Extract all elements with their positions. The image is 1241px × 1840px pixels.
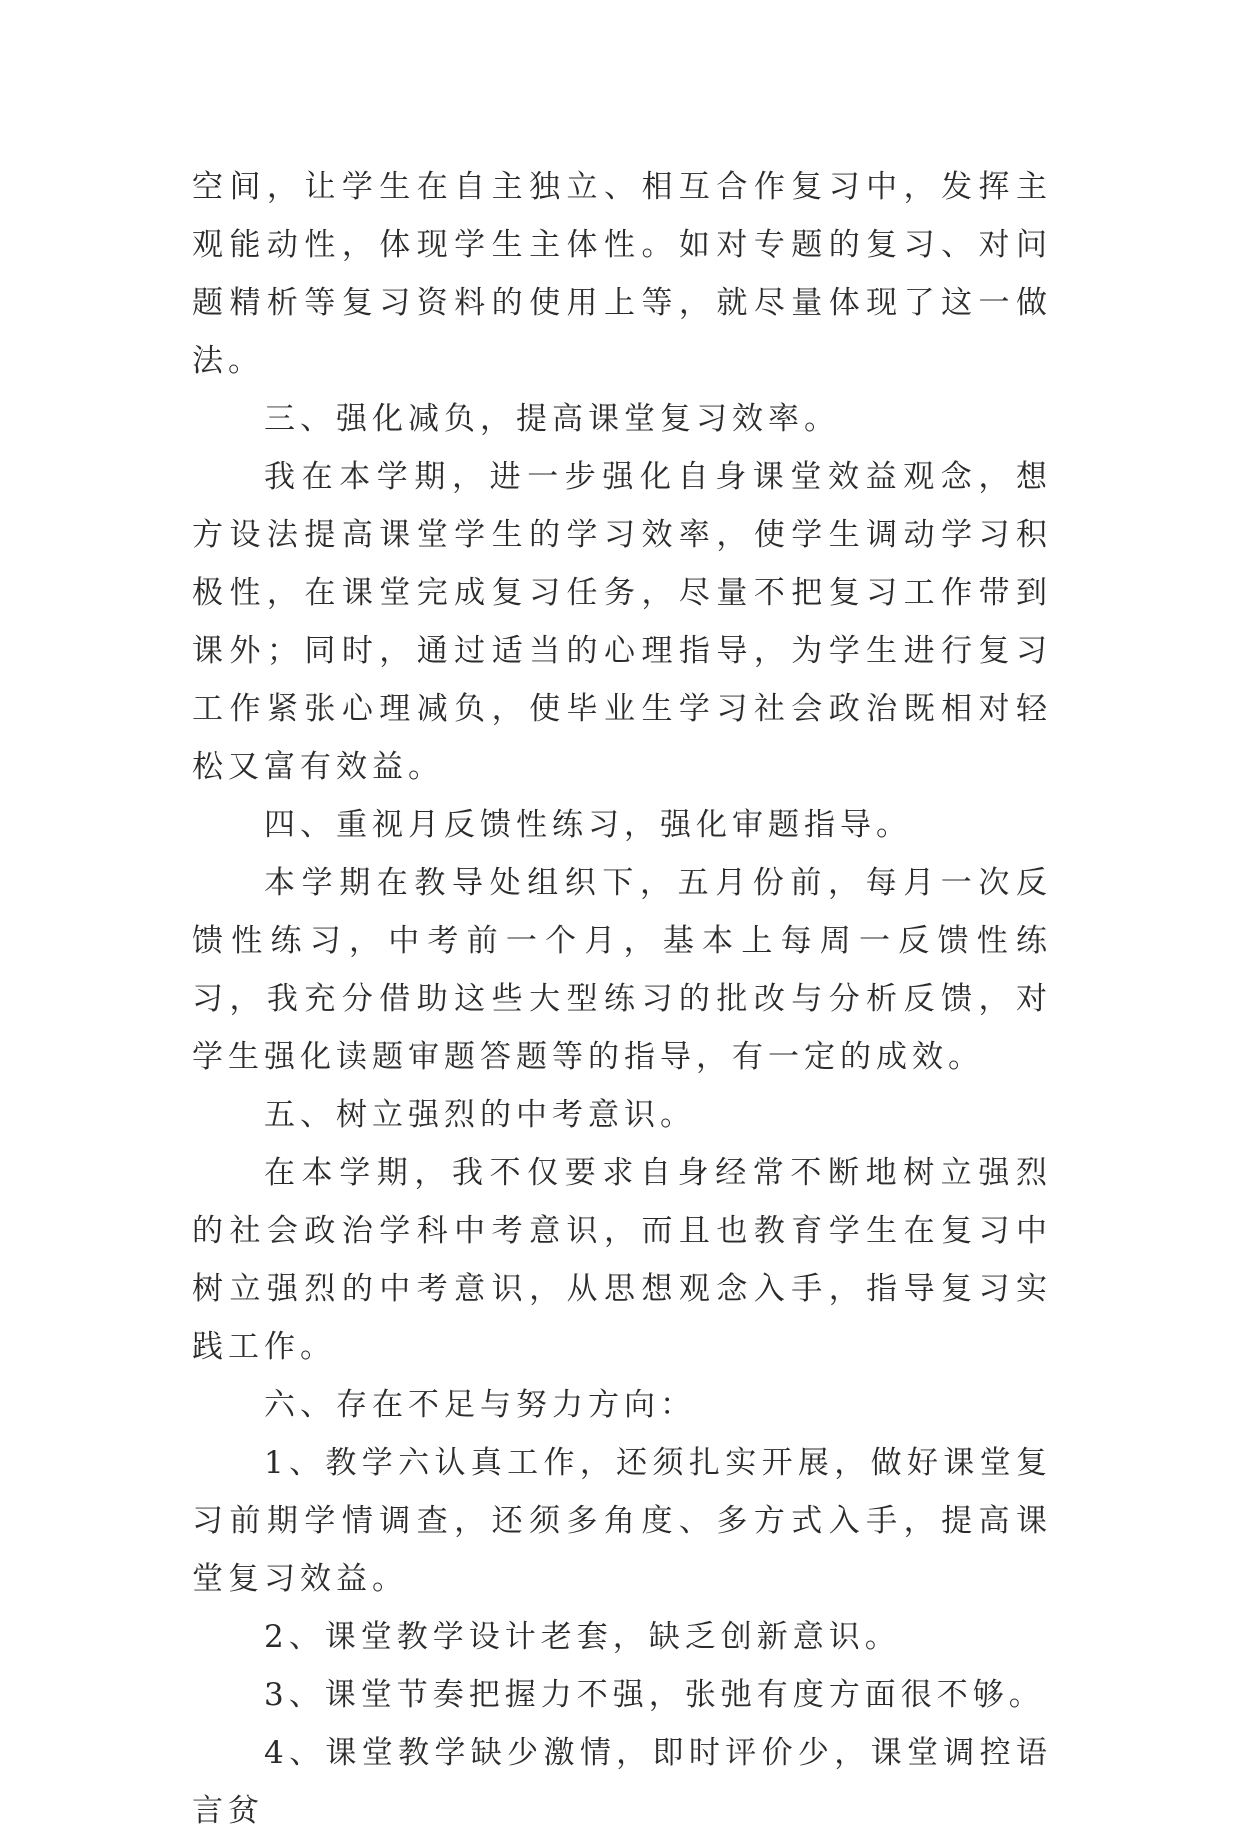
section-heading-6: 六、存在不足与努力方向： [264,1387,696,1423]
section-heading-5: 五、树立强烈的中考意识。 [264,1097,696,1133]
paragraph-section-5: 在本学期，我不仅要求自身经常不断地树立强烈的社会政治学科中考意识，而且也教育学生在复习中树立强烈的中考意识，从思想观念入手，指导复习实践工作。 [192,1155,1052,1365]
section-heading-3: 三、强化减负，提高课堂复习效率。 [264,401,840,437]
section-heading-4: 四、重视月反馈性练习，强化审题指导。 [264,807,912,843]
paragraph-continuation: 空间，让学生在自主独立、相互合作复习中，发挥主观能动性，体现学生主体性。如对专题的复习、对问题精析等复习资料的使用上等，就尽量体现了这一做法。 [192,169,1052,379]
document-body [192,158,1052,1840]
list-item-3: 3、课堂节奏把握力不强，张弛有度方面很不够。 [264,1677,1045,1713]
paragraph-section-3: 我在本学期，进一步强化自身课堂效益观念，想方设法提高课堂学生的学习效率，使学生调动学习积极性，在课堂完成复习任务，尽量不把复习工作带到课外；同时，通过适当的心理指导，为学生进行复习工作紧张心理减负，使毕业生学习社会政治既相对轻松又富有效益。 [192,459,1052,785]
list-item-2: 2、课堂教学设计老套，缺乏创新意识。 [264,1619,901,1655]
list-item-4: 4、课堂教学缺少激情，即时评价少，课堂调控语言贫 [192,1735,1052,1829]
paragraph-section-4: 本学期在教导处组织下，五月份前，每月一次反馈性练习，中考前一个月，基本上每周一反馈性练习，我充分借助这些大型练习的批改与分析反馈，对学生强化读题审题答题等的指导，有一定的成效。 [192,865,1052,1075]
list-item-1: 1、教学六认真工作，还须扎实开展，做好课堂复习前期学情调查，还须多角度、多方式入手，提高课堂复习效益。 [192,1445,1052,1597]
